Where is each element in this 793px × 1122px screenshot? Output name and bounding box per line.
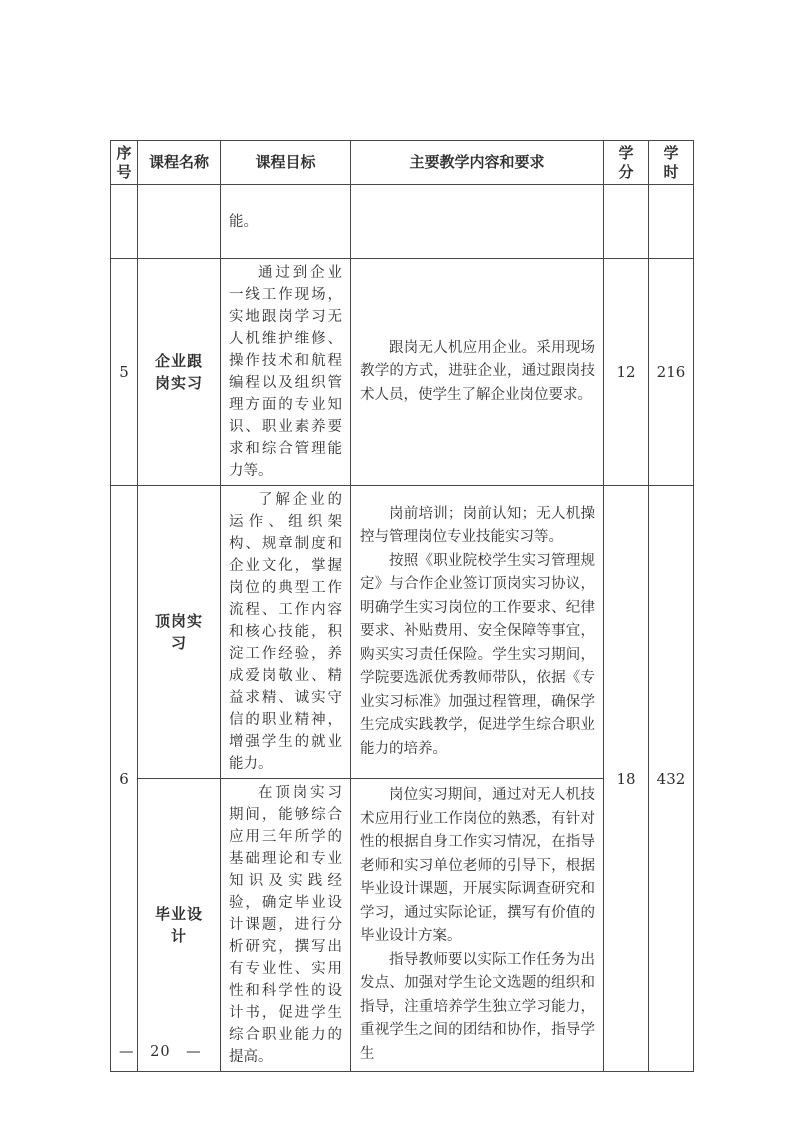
cell-content-dinggang	[351, 486, 604, 779]
table-header-row	[111, 141, 694, 185]
objective-paragraph: 在顶岗实习期间，能够综合应用三年所学的基础理论和专业知识及实践经验，确定毕业设计课题，进行分析研究，撰写出有专业性、实用性和科学性的设计书，促进学生综合职业能力的提高。	[229, 785, 342, 1065]
cell-hours-6: 432	[649, 486, 694, 1072]
header-cell-credits: 学分	[604, 141, 649, 185]
cell-hours-empty	[649, 185, 694, 259]
cell-content-5	[351, 259, 604, 486]
cell-hours-5: 216	[649, 259, 694, 486]
content-paragraph: 跟岗无人机应用企业。采用现场教学的方式，进驻企业，通过跟岗技术人员，使学生了解企业岗位要求。	[360, 339, 595, 403]
page-number: — 20 —	[119, 1044, 202, 1060]
cell-name-dinggang: 顶岗实习	[138, 486, 221, 779]
cell-no-5: 5	[111, 259, 138, 486]
table-row-continuation	[111, 185, 694, 259]
header-cell-objective: 课程目标	[221, 141, 351, 185]
cell-credits-6: 18	[604, 486, 649, 1072]
content-paragraph-2: 指导教师要以实际工作任务为出发点、加强对学生论文选题的组织和指导，注重培养学生独立学习能力，重视学生之间的团结和协作，指导学生	[360, 951, 595, 1062]
header-cell-no: 序号	[111, 141, 138, 185]
cell-objective-5	[221, 259, 351, 486]
objective-paragraph: 了解企业的运作、组织架构、规章制度和企业文化，掌握岗位的典型工作流程、工作内容和核心技能，积淀工作经验，养成爱岗敬业、精益求精、诚实守信的职业精神，增强学生的就业能力。	[229, 492, 342, 772]
cell-credits-empty	[604, 185, 649, 259]
cell-objective-continuation: 能。	[221, 185, 351, 259]
header-cell-course-name: 课程名称	[138, 141, 221, 185]
objective-paragraph: 通过到企业一线工作现场，实地跟岗学习无人机维护维修、操作技术和航程编程以及组织管理方面的专业知识、职业素养要求和综合管理能力等。	[229, 265, 342, 479]
curriculum-table	[110, 140, 694, 1072]
cell-name-biye: 毕业设计	[138, 779, 221, 1072]
cell-objective-biye	[221, 779, 351, 1072]
table-row-5	[111, 259, 694, 486]
content-paragraph-1: 岗前培训；岗前认知；无人机操控与管理岗位专业技能实习等。	[360, 505, 595, 546]
cell-no-empty	[111, 185, 138, 259]
cell-content-empty	[351, 185, 604, 259]
cell-credits-5: 12	[604, 259, 649, 486]
cell-name-qiye-gengang: 企业跟岗实习	[138, 259, 221, 486]
cell-name-empty	[138, 185, 221, 259]
content-paragraph-1: 岗位实习期间，通过对无人机技术应用行业工作岗位的熟悉，有针对性的根据自身工作实习情况，在指导老师和实习单位老师的引导下，根据毕业设计课题，开展实际调查研究和学习，通过实际论证，撰写有价值的毕业设计方案。	[360, 787, 595, 944]
table-row-6-dinggang	[111, 486, 694, 779]
content-paragraph-2: 按照《职业院校学生实习管理规定》与合作企业签订顶岗实习协议，明确学生实习岗位的工作要求、纪律要求、补贴费用、安全保障等事宜，购买实习责任保险。学生实习期间，学院要选派优秀教师带队，依据《专业实习标准》加强过程管理，确保学生完成实践教学，促进学生综合职业能力的培养。	[360, 552, 595, 757]
cell-objective-dinggang	[221, 486, 351, 779]
header-cell-content: 主要教学内容和要求	[351, 141, 604, 185]
cell-no-6: 6	[111, 486, 138, 1072]
cell-content-biye	[351, 779, 604, 1072]
header-cell-hours: 学时	[649, 141, 694, 185]
